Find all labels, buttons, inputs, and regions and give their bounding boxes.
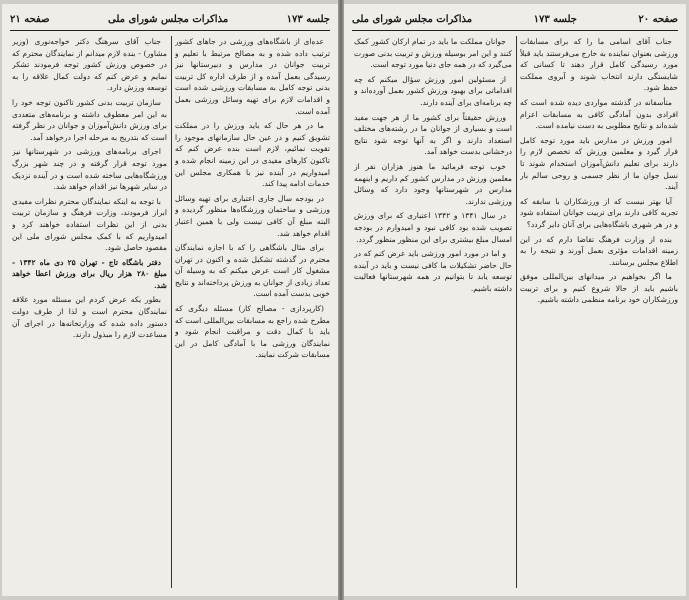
left-session-label: جلسه ۱۷۳: [286, 13, 330, 25]
paragraph: بطور یکه عرض کردم این مسئله مورد علاقه نمایندگان محترم است و لذا از طرف دولت دستور داده شده که وزارتخانه‌ها در اجرای آن مساعدت لازم را مبذول دارند.: [12, 295, 167, 340]
paragraph: بنده از وزارت فرهنگ تقاضا دارم که در این زمینه اقدامات مؤثری بعمل آورند و نتیجه را به اطلاع مجلس برسانند.: [520, 234, 678, 267]
paragraph: و اما در مورد امور ورزشی باید عرض کنم که در حال حاضر تشکیلات ما کافی نیست و باید در آینده توسعه یابد تا بتوانیم در همه شهرستانها فعالیت داشته باشیم.: [354, 249, 512, 293]
paragraph: دفتر باشگاه تاج - تهران ۲۵ دی ماه ۱۳۴۲ - مبلغ ۲۸۰ هزار ریال برای ورزش اعطا خواهد شد.: [12, 257, 167, 290]
paragraph: ورزش حقیقتاً برای کشور ما از هر جهت مفید است و بسیاری از جوانان ما در رشته‌های مختلف استعداد دارند و اگر به آنها توجه شود نتایج درخشانی بدست خواهد آمد.: [354, 112, 512, 157]
right-header-rule: [352, 30, 678, 31]
left-column-divider: [171, 36, 172, 588]
right-column-1: [520, 36, 678, 590]
paragraph: ما در هر حال که باید ورزش را در مملکت تشویق کنیم و در عین حال سازمانهای موجود را تقویت نمائیم، لازم است بنده عرض کنم که تاکنون کارهای مفیدی در این زمینه انجام شده و امیدواریم در آینده نیز با همکاری مجلس این خدمات ادامه پیدا کند.: [175, 121, 330, 189]
paragraph: اجرای برنامه‌های ورزشی در شهرستانها نیز مورد توجه قرار گرفته و در چند شهر بزرگ ورزشگاه‌هایی ساخته شده است و در آینده نزدیک در سایر شهرها نیز اقدام خواهد شد.: [12, 147, 167, 192]
paragraph: از مسئولین امور ورزش سؤال میکنم که چه اقداماتی برای بهبود ورزش کشور بعمل آورده‌اند و چه برنامه‌ای برای آینده دارند.: [354, 74, 512, 107]
paragraph: جناب آقای سرهنگ دکتر خواجه‌نوری (وزیر مشاور) - بنده لازم میدانم از نمایندگان محترم که در خصوص ورزش کشور توجه فرمودند تشکر نمایم و عرض کنم که دولت کمال علاقه را به توسعه ورزش دارد.: [12, 37, 167, 93]
paragraph: در سال ۱۳۴۱ و ۱۳۴۲ اعتباری که برای ورزش تصویب شده بود کافی نبود و امیدوارم در بودجه امسال مبلغ بیشتری برای این منظور منظور گردد.: [354, 211, 512, 244]
left-header-rule: [10, 30, 330, 31]
right-title: مذاکرات مجلس شورای ملی: [352, 13, 473, 25]
paragraph: جوانان مملکت ما باید در تمام ارکان کشور کمک کنند و این امر بوسیله ورزش و تربیت بدنی صورت می‌گیرد که در همه جای دنیا مورد توجه است.: [354, 37, 512, 70]
left-page-number: صفحه ۲۱: [10, 13, 50, 25]
paragraph: (کارپردازی - مصالح کار) مسئله دیگری که مطرح شده راجع به مسابقات بین‌المللی است که باید با کمال دقت و مراقبت انجام شود و نمایندگان ورزشی ما با آمادگی کامل در این مسابقات شرکت نمایند.: [175, 304, 330, 360]
paragraph: عده‌ای از باشگاه‌های ورزشی در جاهای کشور ترتیب داده شده و به مصالح مرتبط با تعلیم و تربیت جوانان در مدارس و دبیرستانها نیز رسیدگی بعمل آمده و از طرف اداره کل تربیت بدنی توجه کامل به مسابقات ورزشی شده است و اقدامات لازم برای تهیه وسائل ورزشی بعمل آمده است.: [175, 37, 330, 116]
paragraph: خوب توجه فرمائید ما هنوز هزاران نفر از معلمین ورزش در مدارس کشور کم داریم و اینهمه مدارس در شهرستانها وجود دارد که وسائل ورزشی ندارند.: [354, 161, 512, 206]
left-column-2: [12, 36, 167, 590]
paragraph: برای مثال باشگاهی را که با اجازه نمایندگان محترم در گذشته تشکیل شده و اکنون در تهران مشغول کار است عرض میکنم که به وسیله آن تعداد زیادی از جوانان به ورزش پرداخته‌اند و نتایج خوبی بدست آمده است.: [175, 243, 330, 299]
right-column-2: [354, 36, 512, 590]
left-page-header: [10, 10, 330, 28]
right-column-divider: [516, 36, 517, 588]
left-page: [2, 4, 338, 596]
paragraph: جناب آقای اسامی ما را که برای مسابقات ورزشی بعنوان نماینده به خارج می‌فرستند باید قبلاً مورد رسیدگی کامل قرار دهند تا کسانی که شایستگی دارند انتخاب شوند و آبروی مملکت حفظ شود.: [520, 37, 678, 93]
paragraph: در بودجه سال جاری اعتباری برای تهیه وسائل ورزشی و ساختمان ورزشگاه‌ها منظور گردیده و البته مبلغ آن کافی نیست ولی با همین اعتبار اقدام خواهد شد.: [175, 193, 330, 238]
right-session-label: جلسه ۱۷۳: [533, 13, 577, 25]
paragraph: متأسفانه در گذشته مواردی دیده شده است که افرادی بدون آمادگی کافی به مسابقات اعزام شده‌اند و نتایج مطلوبی به دست نیامده است.: [520, 97, 678, 131]
paragraph: با توجه به اینکه نمایندگان محترم نظرات مفیدی ابراز فرمودند، وزارت فرهنگ و سازمان تربیت بدنی از این نظرات استفاده خواهند کرد و امیدواریم که با کمک مجلس شورای ملی این مقصود حاصل شود.: [12, 196, 167, 253]
right-page-number: صفحه ۲۰: [638, 13, 678, 25]
right-page-header: [352, 10, 678, 28]
right-page: [344, 4, 686, 596]
paragraph: امور ورزش در مدارس باید مورد توجه کامل قرار گیرد و معلمین ورزش که تخصص لازم را دارند برای تعلیم دانش‌آموزان استخدام شوند تا نسل جوان ما از نظر جسمی و روحی سالم بار آیند.: [520, 135, 678, 192]
paragraph: ما اگر بخواهیم در میدانهای بین‌المللی موفق باشیم باید از حالا شروع کنیم و برای تربیت ورزشکاران خود برنامه منظمی داشته باشیم.: [520, 272, 678, 305]
paragraph: آیا بهتر نیست که از ورزشکاران با سابقه که تجربه کافی دارند برای تربیت جوانان استفاده شود و در هر شهری باشگاه‌هایی برای آنان دایر گردد؟: [520, 196, 678, 229]
left-column-1: [175, 36, 330, 590]
left-title: مذاکرات مجلس شورای ملی: [108, 13, 229, 25]
paragraph: سازمان تربیت بدنی کشور تاکنون توجه خود را به این امر معطوف داشته و برنامه‌های متعددی برای ورزش دانش‌آموزان و جوانان در نظر گرفته است که بتدریج به مرحله اجرا درخواهد آمد.: [12, 97, 167, 142]
